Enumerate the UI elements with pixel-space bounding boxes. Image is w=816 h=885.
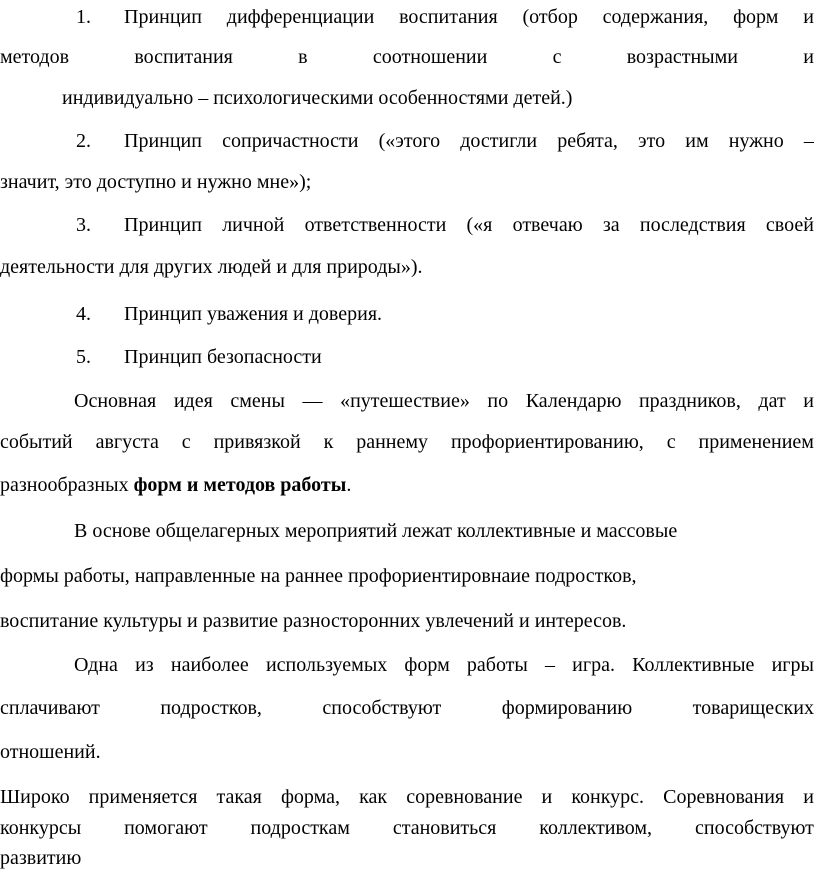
word: формированию (501, 697, 633, 719)
list-item-1-line-1 (0, 2, 816, 32)
paragraph-contest-line-2 (0, 813, 816, 843)
word: и (803, 786, 814, 808)
word: Одна (74, 654, 118, 676)
paragraph-base-line-1 (0, 516, 816, 546)
list-number: 2. (76, 130, 91, 152)
word: и (541, 786, 553, 808)
list-item-text (124, 126, 816, 156)
list-number: 1. (76, 6, 91, 28)
list-number: 4. (76, 303, 91, 325)
word: — (302, 390, 323, 412)
word: наиболее (170, 654, 249, 676)
word: – (803, 130, 814, 152)
word: подросткам (250, 817, 350, 839)
word: и (803, 6, 814, 28)
word: помогают (124, 817, 208, 839)
paragraph-text: разнообразных (0, 474, 134, 496)
word: сплачивают (0, 697, 100, 719)
list-item-2-line-2: значит, это доступно и нужно мне»); (0, 171, 312, 193)
word: дат (758, 390, 786, 412)
paragraph-text: . (346, 474, 352, 496)
word: – (545, 654, 556, 676)
paragraph-game-line-2 (0, 693, 816, 723)
list-item-1-line-3 (0, 83, 816, 113)
word: такая (216, 786, 262, 808)
word: коллективом, (539, 817, 653, 839)
word: Основная (74, 390, 157, 412)
word: это (638, 130, 666, 152)
word: дифференциации (226, 6, 375, 28)
word: работы (466, 654, 528, 676)
list-item-5 (0, 342, 816, 372)
paragraph-base-line-2: формы работы, направленные на раннее профориентировнаие подростков, (0, 565, 637, 587)
word: игра. (572, 654, 615, 676)
word: последствия (639, 214, 746, 236)
word: раннему (356, 431, 429, 453)
word: в (298, 46, 308, 68)
word: соотношении (372, 46, 488, 68)
list-item-3-line-1 (0, 210, 816, 240)
word: форм (404, 654, 450, 676)
word: товарищеских (692, 697, 814, 719)
word: за (602, 214, 620, 236)
list-item-3-line-2: деятельности для других людей и для природы»). (0, 256, 423, 278)
word: Принцип (124, 214, 202, 236)
list-item-text (124, 210, 816, 240)
word: с (181, 431, 191, 453)
word: («этого (378, 130, 441, 152)
paragraph-base-line-3: воспитание культуры и развитие разносторонних увлечений и интересов. (0, 610, 627, 632)
word: и (803, 390, 814, 412)
word: форм (733, 6, 779, 28)
list-item-text (124, 2, 816, 32)
word: («я (466, 214, 493, 236)
list-item-1-line-2 (0, 42, 816, 72)
word: отвечаю (512, 214, 583, 236)
word: соревнование (406, 786, 523, 808)
bold-phrase: форм и методов работы (133, 474, 347, 496)
word: смены (230, 390, 285, 412)
list-number: 3. (76, 214, 91, 236)
paragraph-game-line-3: отношений. (0, 741, 101, 763)
word: воспитания (134, 46, 233, 68)
paragraph-game-line-1 (0, 650, 816, 680)
word: конкурсы (0, 817, 82, 839)
word: своей (765, 214, 814, 236)
word: используемых (265, 654, 388, 676)
word: личной (222, 214, 285, 236)
word: с (552, 46, 562, 68)
word: нужно (728, 130, 784, 152)
paragraph-contest-line-1 (0, 782, 816, 812)
word: подростков, (160, 697, 262, 719)
word: Широко (0, 786, 70, 808)
word: праздников, (638, 390, 741, 412)
word: форма, (280, 786, 341, 808)
list-item-text: индивидуально – психологическими особенностями детей.) (62, 87, 573, 109)
word: Принцип (124, 130, 202, 152)
list-item-2-line-1 (0, 126, 816, 156)
word: сопричастности (222, 130, 359, 152)
paragraph-text (74, 650, 816, 680)
word: (отбор (522, 6, 578, 28)
word: достигли (460, 130, 538, 152)
word: становиться (392, 817, 497, 839)
word: Соревнования (663, 786, 785, 808)
word: воспитания (399, 6, 498, 28)
word: из (135, 654, 154, 676)
paragraph-idea-line-1 (0, 386, 816, 416)
word: способствуют (695, 817, 814, 839)
word: конкурс. (571, 786, 645, 808)
word: Календарю (525, 390, 622, 412)
word: идея (173, 390, 213, 412)
word: применяется (88, 786, 198, 808)
list-number: 5. (76, 346, 91, 368)
list-item-text: Принцип безопасности (124, 346, 322, 368)
word: к (323, 431, 334, 453)
word: с (666, 431, 676, 453)
word: методов (0, 46, 70, 68)
list-item-text: Принцип уважения и доверия. (124, 303, 383, 325)
word: ребята, (557, 130, 618, 152)
word: как (359, 786, 388, 808)
word: способствуют (322, 697, 442, 719)
paragraph-text (74, 386, 816, 416)
paragraph-idea-line-2 (0, 427, 816, 457)
word: и (803, 46, 814, 68)
paragraph-idea-line-3 (0, 470, 816, 500)
word: привязкой (213, 431, 301, 453)
paragraph-text: В основе общелагерных мероприятий лежат коллективные и массовые (74, 520, 678, 542)
word: по (487, 390, 509, 412)
word: применением (698, 431, 814, 453)
word: профориентированию, (450, 431, 644, 453)
word: Принцип (124, 6, 202, 28)
word: Коллективные (632, 654, 755, 676)
word: возрастными (626, 46, 738, 68)
word: событий (0, 431, 73, 453)
list-item-4 (0, 299, 816, 329)
word: им (685, 130, 709, 152)
word: ответственности (304, 214, 447, 236)
word: «путешествие» (340, 390, 470, 412)
word: игры (771, 654, 814, 676)
word: августа (95, 431, 159, 453)
paragraph-contest-line-3: развитию (0, 847, 82, 869)
word: содержания, (602, 6, 709, 28)
